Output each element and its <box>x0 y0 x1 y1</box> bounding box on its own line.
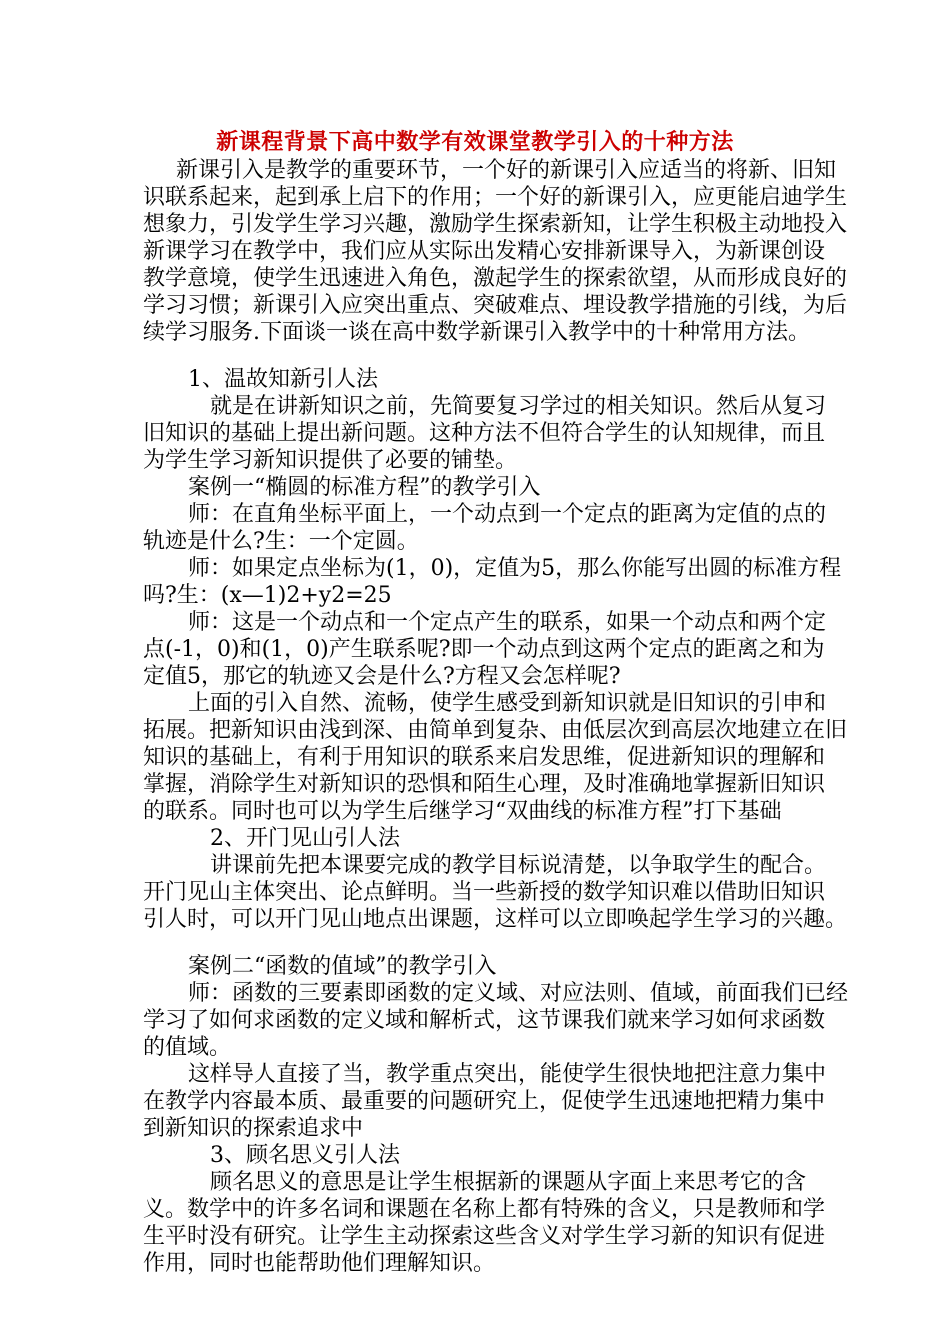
text-line: 续学习服务.下面谈一谈在高中数学新课引入教学中的十种常用方法。 <box>143 320 810 345</box>
text-line: 旧知识的基础上提出新问题。这种方法不但符合学生的认知规律，而且 <box>143 421 826 446</box>
case-heading: 案例二“函数的值域”的教学引入 <box>188 954 497 979</box>
text-line: 引人时，可以开门见山地点出课题，这样可以立即唤起学生学习的兴趣。 <box>143 907 848 932</box>
text-line: 师：如果定点坐标为(1，0)，定值为5，那么你能写出圆的标准方程 <box>188 556 842 581</box>
text-line: 知识的基础上，有利于用知识的联系来启发思维，促进新知识的理解和 <box>143 745 826 770</box>
text-line: 想象力，引发学生学习兴趣，激励学生探索新知，让学生积极主动地投入 <box>143 212 848 237</box>
document-title: 新课程背景下高中数学有效课堂教学引入的十种方法 <box>216 129 734 155</box>
text-line: 掌握，消除学生对新知识的恐惧和陌生心理，及时准确地掌握新旧知识 <box>143 772 826 797</box>
text-line: 顾名思义的意思是让学生根据新的课题从字面上来思考它的含 <box>210 1170 806 1195</box>
text-line: 这样导人直接了当，教学重点突出，能使学生很快地把注意力集中 <box>188 1062 827 1087</box>
text-line: 到新知识的探索追求中 <box>143 1116 364 1141</box>
text-line: 学习了如何求函数的定义域和解析式，这节课我们就来学习如何求函数 <box>143 1008 826 1033</box>
text-line: 学习习惯；新课引入应突出重点、突破难点、埋设教学措施的引线，为后 <box>143 293 848 318</box>
text-line: 在教学内容最本质、最重要的问题研究上，促使学生迅速地把精力集中 <box>143 1089 826 1114</box>
text-line: 师：在直角坐标平面上，一个动点到一个定点的距离为定值的点的 <box>188 502 827 527</box>
text-line: 上面的引入自然、流畅，使学生感受到新知识就是旧知识的引申和 <box>188 691 827 716</box>
section-heading: 3、顾名思义引人法 <box>210 1143 400 1168</box>
text-line: 轨迹是什么?生：一个定圆。 <box>143 529 419 554</box>
text-line: 就是在讲新知识之前，先简要复习学过的相关知识。然后从复习 <box>210 394 827 419</box>
text-line: 师：这是一个动点和一个定点产生的联系，如果一个动点和两个定 <box>188 610 827 635</box>
text-line: 开门见山主体突出、论点鲜明。当一些新授的数学知识难以借助旧知识 <box>143 880 826 905</box>
text-line: 拓展。把新知识由浅到深、由简单到复杂、由低层次到高层次地建立在旧 <box>143 718 848 743</box>
text-line: 新课学习在教学中，我们应从实际出发精心安排新课导入，为新课创设 <box>143 239 826 264</box>
case-heading: 案例一“椭圆的标准方程”的教学引入 <box>188 475 541 500</box>
text-line: 生平时没有研究。让学生主动探索这些含义对学生学习新的知识有促进 <box>143 1224 826 1249</box>
text-line: 讲课前先把本课要完成的教学目标说清楚，以争取学生的配合。 <box>210 853 827 878</box>
text-line: 师：函数的三要素即函数的定义域、对应法则、值域，前面我们已经 <box>188 981 849 1006</box>
section-heading: 2、开门见山引人法 <box>210 826 400 851</box>
text-line: 作用，同时也能帮助他们理解知识。 <box>143 1251 496 1276</box>
section-heading: 1、温故知新引人法 <box>188 367 378 392</box>
text-line: 义。数学中的许多名词和课题在名称上都有特殊的含义，只是教师和学 <box>143 1197 826 1222</box>
text-line: 的值域。 <box>143 1035 232 1060</box>
text-line: 的联系。同时也可以为学生后继学习“双曲线的标准方程”打下基础 <box>143 799 782 824</box>
text-line: 识联系起来，起到承上启下的作用；一个好的新课引入，应更能启迪学生 <box>143 185 848 210</box>
text-line: 为学生学习新知识提供了必要的铺垫。 <box>143 448 518 473</box>
text-line: 教学意境，使学生迅速进入角色，激起学生的探索欲望，从而形成良好的 <box>143 266 848 291</box>
text-line: 点(-1，0)和(1，0)产生联系呢?即一个动点到这两个定点的距离之和为 <box>143 637 825 662</box>
text-line: 吗?生：(x—1)2+y2=25 <box>143 583 392 608</box>
text-line: 新课引入是教学的重要环节，一个好的新课引入应适当的将新、旧知 <box>176 158 837 183</box>
text-line: 定值5，那它的轨迹又会是什么?方程又会怎样呢? <box>143 664 621 689</box>
